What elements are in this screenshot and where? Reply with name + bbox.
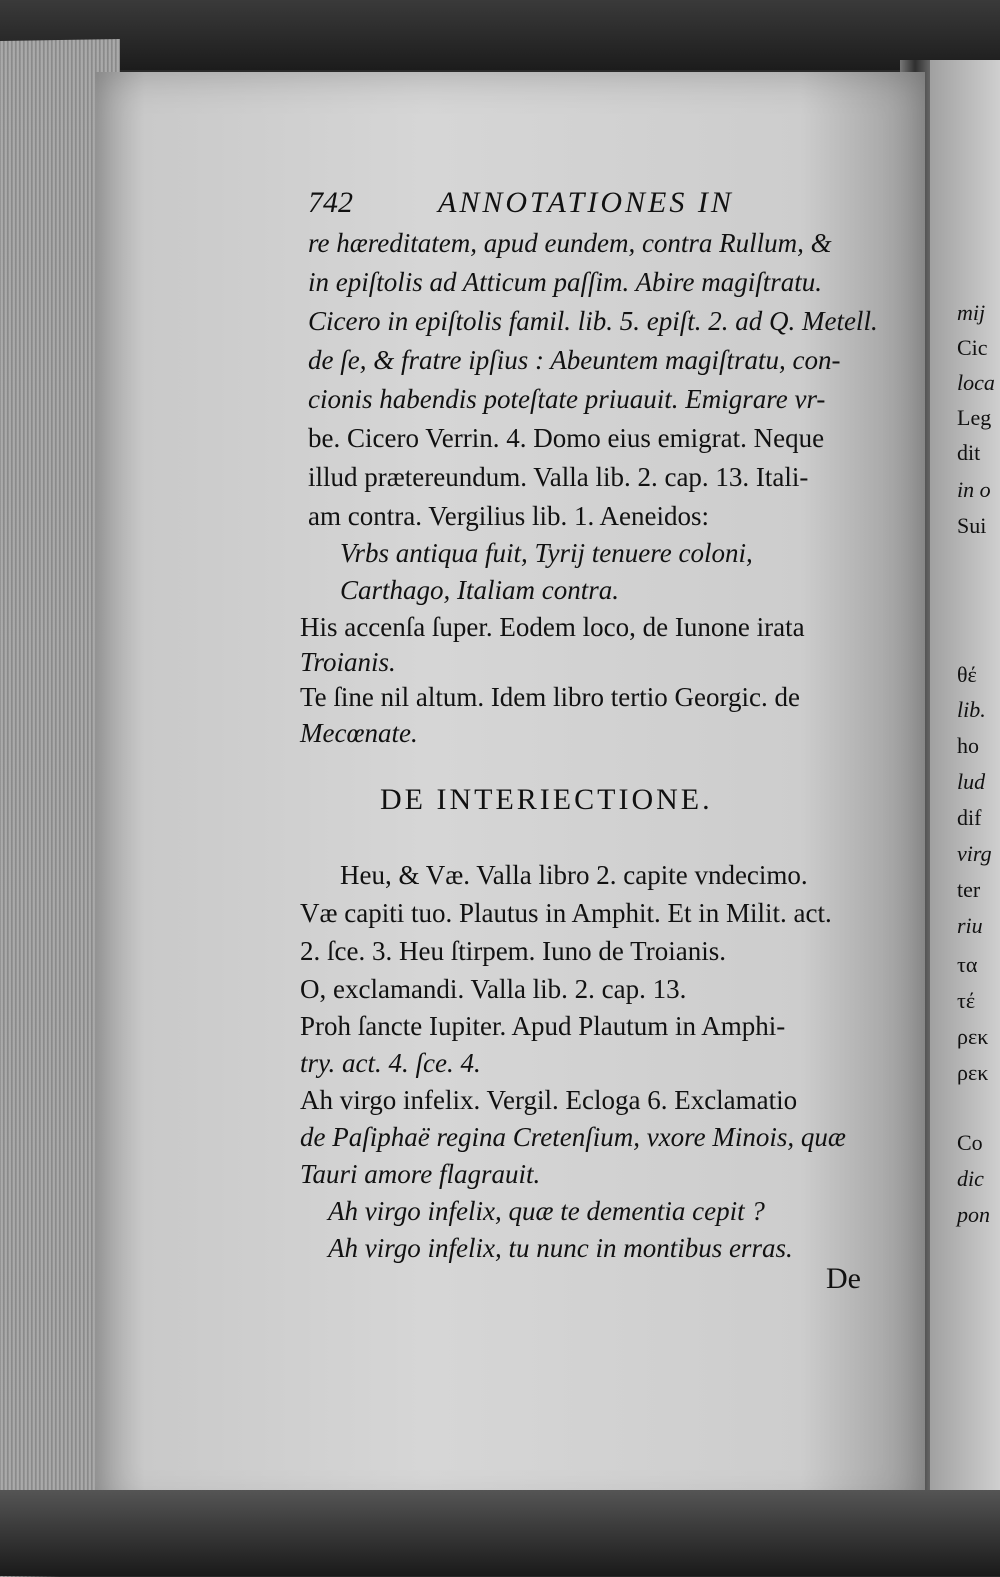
facing-fragment: virg bbox=[957, 841, 992, 866]
book-bottom-edge bbox=[0, 1490, 1000, 1576]
facing-fragment: ρεκ bbox=[957, 1060, 989, 1085]
facing-fragment: dic bbox=[957, 1166, 984, 1191]
text-line: Ah virgo infelix. Vergil. Ecloga 6. Exclamatio bbox=[300, 1085, 798, 1115]
facing-fragment: dit bbox=[957, 440, 981, 465]
facing-fragment: θέ bbox=[957, 662, 977, 687]
verse-line: Ah virgo infelix, tu nunc in montibus erras. bbox=[328, 1233, 793, 1263]
book-top-edge bbox=[0, 0, 1000, 70]
facing-fragment: ρεκ bbox=[957, 1024, 989, 1049]
text-line: be. Cicero Verrin. 4. Domo eius emigrat. Neque bbox=[308, 423, 825, 453]
facing-fragment: loca bbox=[957, 370, 995, 395]
facing-fragment: Sui bbox=[957, 513, 987, 538]
catchword: De bbox=[826, 1262, 861, 1295]
facing-fragment: τα bbox=[957, 952, 978, 977]
facing-fragment: riu bbox=[957, 913, 983, 938]
text-line: 2. ſce. 3. Heu ſtirpem. Iuno de Troianis. bbox=[300, 936, 726, 966]
verse-line: Ah virgo infelix, quæ te dementia cepit ? bbox=[328, 1196, 765, 1226]
text-line: Væ capiti tuo. Plautus in Amphit. Et in Milit. act. bbox=[300, 898, 832, 928]
facing-fragment: Leg bbox=[957, 405, 992, 430]
section-title: DE INTERIECTIONE. bbox=[380, 783, 713, 816]
facing-fragment: lud bbox=[957, 769, 986, 794]
facing-fragment: τέ bbox=[957, 988, 976, 1013]
text-line: Te ſine nil altum. Idem libro tertio Georgic. de bbox=[300, 682, 800, 712]
facing-fragment: ho bbox=[957, 733, 979, 758]
text-line: Heu, & Væ. Valla libro 2. capite vndecimo. bbox=[340, 860, 808, 890]
text-line: de Paſiphaë regina Cretenſium, vxore Minois, quæ bbox=[300, 1122, 846, 1152]
text-line: re hæreditatem, apud eundem, contra Rullum, & bbox=[308, 228, 832, 258]
text-line: am contra. Vergilius lib. 1. Aeneidos: bbox=[308, 501, 709, 531]
facing-fragment: Co bbox=[957, 1130, 983, 1155]
text-line: Troianis. bbox=[300, 647, 396, 677]
text-line: Tauri amore flagrauit. bbox=[300, 1159, 541, 1189]
running-head: ANNOTATIONES IN bbox=[438, 186, 734, 219]
facing-fragment: lib. bbox=[957, 697, 986, 722]
verse-line: Vrbs antiqua fuit, Tyrij tenuere coloni, bbox=[340, 538, 753, 568]
facing-fragment: ter bbox=[957, 877, 981, 902]
facing-fragment: Cic bbox=[957, 335, 988, 360]
facing-fragment: mij bbox=[957, 300, 986, 325]
page-number: 742 bbox=[308, 186, 353, 219]
text-line: de ſe, & fratre ipſius : Abeuntem magiſtratu, con- bbox=[308, 345, 841, 375]
verse-line: Carthago, Italiam contra. bbox=[340, 575, 620, 605]
text-line: Mecœnate. bbox=[300, 718, 418, 748]
facing-fragment: pon bbox=[957, 1202, 990, 1227]
text-line: illud prætereundum. Valla lib. 2. cap. 13. Itali- bbox=[308, 462, 809, 492]
text-line: Cicero in epiſtolis famil. lib. 5. epiſt. 2. ad Q. Metell. bbox=[308, 306, 878, 336]
facing-fragment: in o bbox=[957, 477, 991, 502]
facing-fragment: dif bbox=[957, 805, 982, 830]
text-line: O, exclamandi. Valla lib. 2. cap. 13. bbox=[300, 974, 687, 1004]
text-line: in epiſtolis ad Atticum paſſim. Abire magiſtratu. bbox=[308, 267, 823, 297]
text-line: cionis habendis poteſtate priuauit. Emigrare vr- bbox=[308, 384, 826, 414]
text-line: Proh ſancte Iupiter. Apud Plautum in Amphi- bbox=[300, 1011, 786, 1041]
text-line: His accenſa ſuper. Eodem loco, de Iunone irata bbox=[300, 612, 805, 642]
text-line: try. act. 4. ſce. 4. bbox=[300, 1048, 481, 1078]
